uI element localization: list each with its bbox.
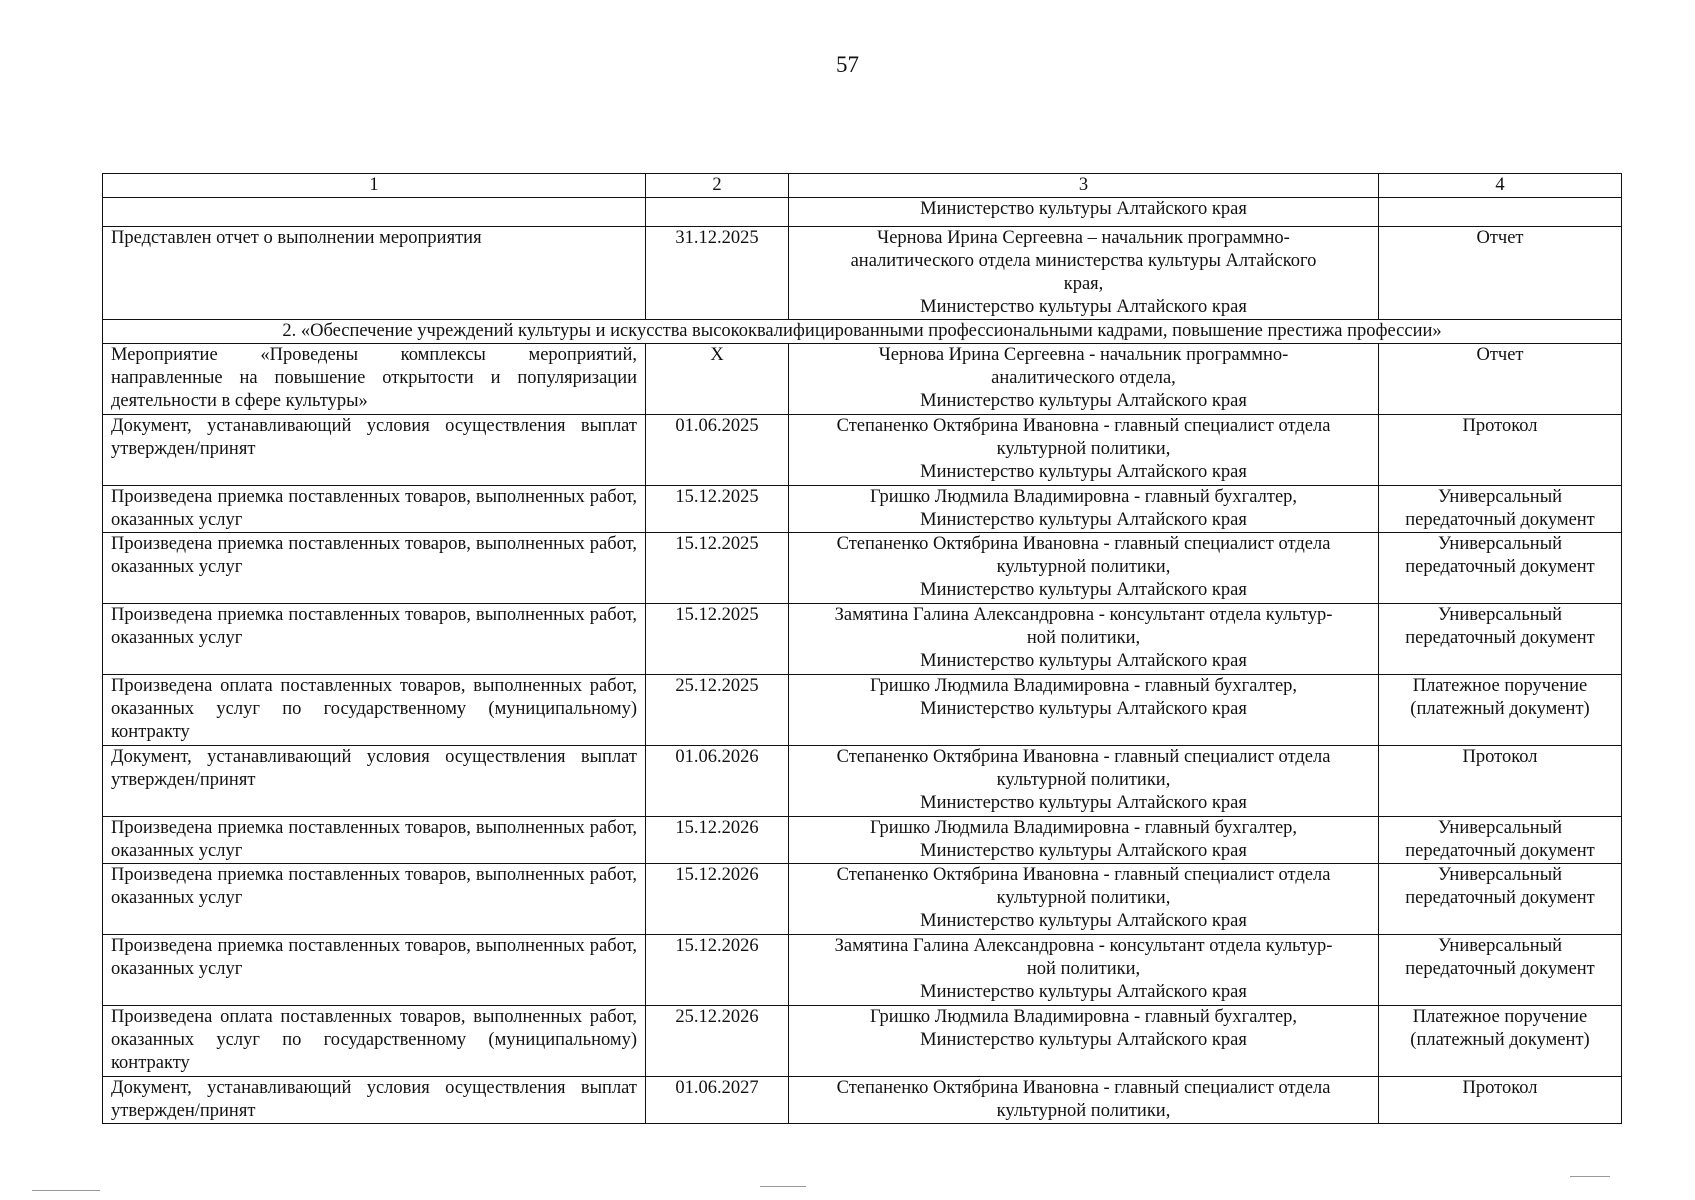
responsible-line: Замятина Галина Александровна - консультант отдела культур- <box>834 936 1333 956</box>
activity-cell: Мероприятие «Проведены комплексы мероприятий, направленные на повышение открытости и популяризации деятельности в сфере культуры» <box>103 344 646 415</box>
responsible-line: Министерство культуры Алтайского края <box>920 793 1247 813</box>
activity-cell: Произведена приемка поставленных товаров, выполненных работ, оказанных услуг <box>103 817 646 864</box>
responsible-line: аналитического отдела министерства культуры Алтайского <box>850 251 1317 271</box>
responsible-line: аналитического отдела, <box>991 368 1176 388</box>
document-cell: Протокол <box>1379 1077 1622 1124</box>
activity-cell: Документ, устанавливающий условия осуществления выплат утвержден/принят <box>103 746 646 817</box>
responsible-line: Министерство культуры Алтайского края <box>920 651 1247 671</box>
responsible-line: Степаненко Октябрина Ивановна - главный специалист отдела <box>836 865 1331 885</box>
responsible-cell <box>789 227 1379 320</box>
date-cell: 01.06.2025 <box>646 415 789 486</box>
document-cell: Отчет <box>1379 227 1622 320</box>
responsible-line: Министерство культуры Алтайского края <box>920 199 1247 219</box>
responsible-line: Чернова Ирина Сергеевна – начальник программно- <box>877 228 1290 248</box>
responsible-line: культурной политики, <box>996 439 1171 459</box>
document-cell: Универсальный передаточный документ <box>1379 533 1622 604</box>
table-row <box>103 935 1622 1006</box>
table-row <box>103 604 1622 675</box>
activity-cell: Произведена приемка поставленных товаров, выполненных работ, оказанных услуг <box>103 604 646 675</box>
date-cell: 15.12.2025 <box>646 486 789 533</box>
date-cell: 25.12.2025 <box>646 675 789 746</box>
responsible-cell <box>789 533 1379 604</box>
responsible-cell <box>789 864 1379 935</box>
scan-mark <box>760 1186 806 1187</box>
date-cell: 15.12.2025 <box>646 533 789 604</box>
document-cell: Универсальный передаточный документ <box>1379 486 1622 533</box>
activity-cell: Документ, устанавливающий условия осуществления выплат утвержден/принят <box>103 415 646 486</box>
responsible-line: Гришко Людмила Владимировна - главный бухгалтер, <box>869 676 1298 696</box>
responsible-cell <box>789 604 1379 675</box>
responsible-cell <box>789 486 1379 533</box>
document-cell: Универсальный передаточный документ <box>1379 817 1622 864</box>
responsible-line: Министерство культуры Алтайского края <box>920 1030 1247 1050</box>
date-cell: 15.12.2026 <box>646 864 789 935</box>
responsible-cell <box>789 935 1379 1006</box>
responsible-line: Гришко Людмила Владимировна - главный бухгалтер, <box>869 487 1298 507</box>
date-cell: 15.12.2025 <box>646 604 789 675</box>
table-row <box>103 533 1622 604</box>
date-cell: 31.12.2025 <box>646 227 789 320</box>
activities-table <box>102 173 1622 1124</box>
activity-cell: Документ, устанавливающий условия осуществления выплат утвержден/принят <box>103 1077 646 1124</box>
responsible-line: Министерство культуры Алтайского края <box>920 391 1247 411</box>
responsible-line: Министерство культуры Алтайского края <box>920 982 1247 1002</box>
responsible-line: Степаненко Октябрина Ивановна - главный специалист отдела <box>836 534 1331 554</box>
responsible-line: Гришко Людмила Владимировна - главный бухгалтер, <box>869 1007 1298 1027</box>
responsible-cell <box>789 415 1379 486</box>
responsible-line: Министерство культуры Алтайского края <box>920 911 1247 931</box>
responsible-line: культурной политики, <box>996 770 1171 790</box>
responsible-cell <box>789 344 1379 415</box>
scan-mark <box>32 1190 100 1191</box>
responsible-line: культурной политики, <box>996 888 1171 908</box>
activity-cell: Произведена приемка поставленных товаров, выполненных работ, оказанных услуг <box>103 864 646 935</box>
responsible-line: Степаненко Октябрина Ивановна - главный специалист отдела <box>836 747 1331 767</box>
document-cell: Универсальный передаточный документ <box>1379 935 1622 1006</box>
activity-cell <box>103 198 646 227</box>
responsible-line: Министерство культуры Алтайского края <box>920 297 1247 317</box>
header-col-3: 3 <box>789 174 1379 198</box>
date-cell: Х <box>646 344 789 415</box>
table-row <box>103 1077 1622 1124</box>
table-row <box>103 675 1622 746</box>
responsible-line: Степаненко Октябрина Ивановна - главный специалист отдела <box>836 416 1331 436</box>
table-row <box>103 817 1622 864</box>
responsible-cell <box>789 817 1379 864</box>
document-cell: Платежное поручение (платежный документ) <box>1379 1006 1622 1077</box>
responsible-line: Министерство культуры Алтайского края <box>920 580 1247 600</box>
activity-cell: Представлен отчет о выполнении мероприятия <box>103 227 646 320</box>
table-header-row <box>103 174 1622 198</box>
scan-mark <box>1570 1176 1610 1177</box>
section-title: 2. «Обеспечение учреждений культуры и искусства высококвалифицированными профессиональными кадрами, повышение престижа профессии» <box>103 320 1622 344</box>
activity-cell: Произведена приемка поставленных товаров, выполненных работ, оказанных услуг <box>103 486 646 533</box>
table-row <box>103 864 1622 935</box>
document-cell: Универсальный передаточный документ <box>1379 864 1622 935</box>
table-row <box>103 746 1622 817</box>
responsible-line: Замятина Галина Александровна - консультант отдела культур- <box>834 605 1333 625</box>
responsible-cell <box>789 675 1379 746</box>
date-cell: 15.12.2026 <box>646 817 789 864</box>
responsible-line: Министерство культуры Алтайского края <box>920 462 1247 482</box>
activity-cell: Произведена приемка поставленных товаров, выполненных работ, оказанных услуг <box>103 533 646 604</box>
table-row <box>103 415 1622 486</box>
responsible-line: Министерство культуры Алтайского края <box>920 510 1247 530</box>
header-col-2: 2 <box>646 174 789 198</box>
date-cell: 15.12.2026 <box>646 935 789 1006</box>
activity-cell: Произведена оплата поставленных товаров, выполненных работ, оказанных услуг по государственному (муниципальному) контракту <box>103 675 646 746</box>
section-row <box>103 320 1622 344</box>
responsible-line: культурной политики, <box>996 557 1171 577</box>
responsible-line: Чернова Ирина Сергеевна - начальник программно- <box>878 345 1289 365</box>
page-number: 57 <box>836 52 859 77</box>
responsible-line: культурной политики, <box>996 1101 1171 1121</box>
responsible-line: Министерство культуры Алтайского края <box>920 699 1247 719</box>
document-cell: Протокол <box>1379 415 1622 486</box>
table-row <box>103 344 1622 415</box>
responsible-line: Министерство культуры Алтайского края <box>920 841 1247 861</box>
document-cell: Протокол <box>1379 746 1622 817</box>
header-col-4: 4 <box>1379 174 1622 198</box>
table-row <box>103 198 1622 227</box>
responsible-line: ной политики, <box>1026 959 1141 979</box>
date-cell <box>646 198 789 227</box>
document-cell <box>1379 198 1622 227</box>
responsible-line: ной политики, <box>1026 628 1141 648</box>
responsible-line: края, <box>1063 274 1104 294</box>
responsible-line: Гришко Людмила Владимировна - главный бухгалтер, <box>869 818 1298 838</box>
document-cell: Платежное поручение (платежный документ) <box>1379 675 1622 746</box>
responsible-cell <box>789 1006 1379 1077</box>
activity-cell: Произведена приемка поставленных товаров, выполненных работ, оказанных услуг <box>103 935 646 1006</box>
date-cell: 25.12.2026 <box>646 1006 789 1077</box>
responsible-line: Степаненко Октябрина Ивановна - главный специалист отдела <box>836 1078 1331 1098</box>
responsible-cell <box>789 1077 1379 1124</box>
date-cell: 01.06.2027 <box>646 1077 789 1124</box>
activity-cell: Произведена оплата поставленных товаров, выполненных работ, оказанных услуг по государственному (муниципальному) контракту <box>103 1006 646 1077</box>
responsible-cell <box>789 198 1379 227</box>
responsible-cell <box>789 746 1379 817</box>
table-row <box>103 227 1622 320</box>
document-cell: Отчет <box>1379 344 1622 415</box>
date-cell: 01.06.2026 <box>646 746 789 817</box>
header-col-1: 1 <box>103 174 646 198</box>
table-row <box>103 1006 1622 1077</box>
table-row <box>103 486 1622 533</box>
document-cell: Универсальный передаточный документ <box>1379 604 1622 675</box>
